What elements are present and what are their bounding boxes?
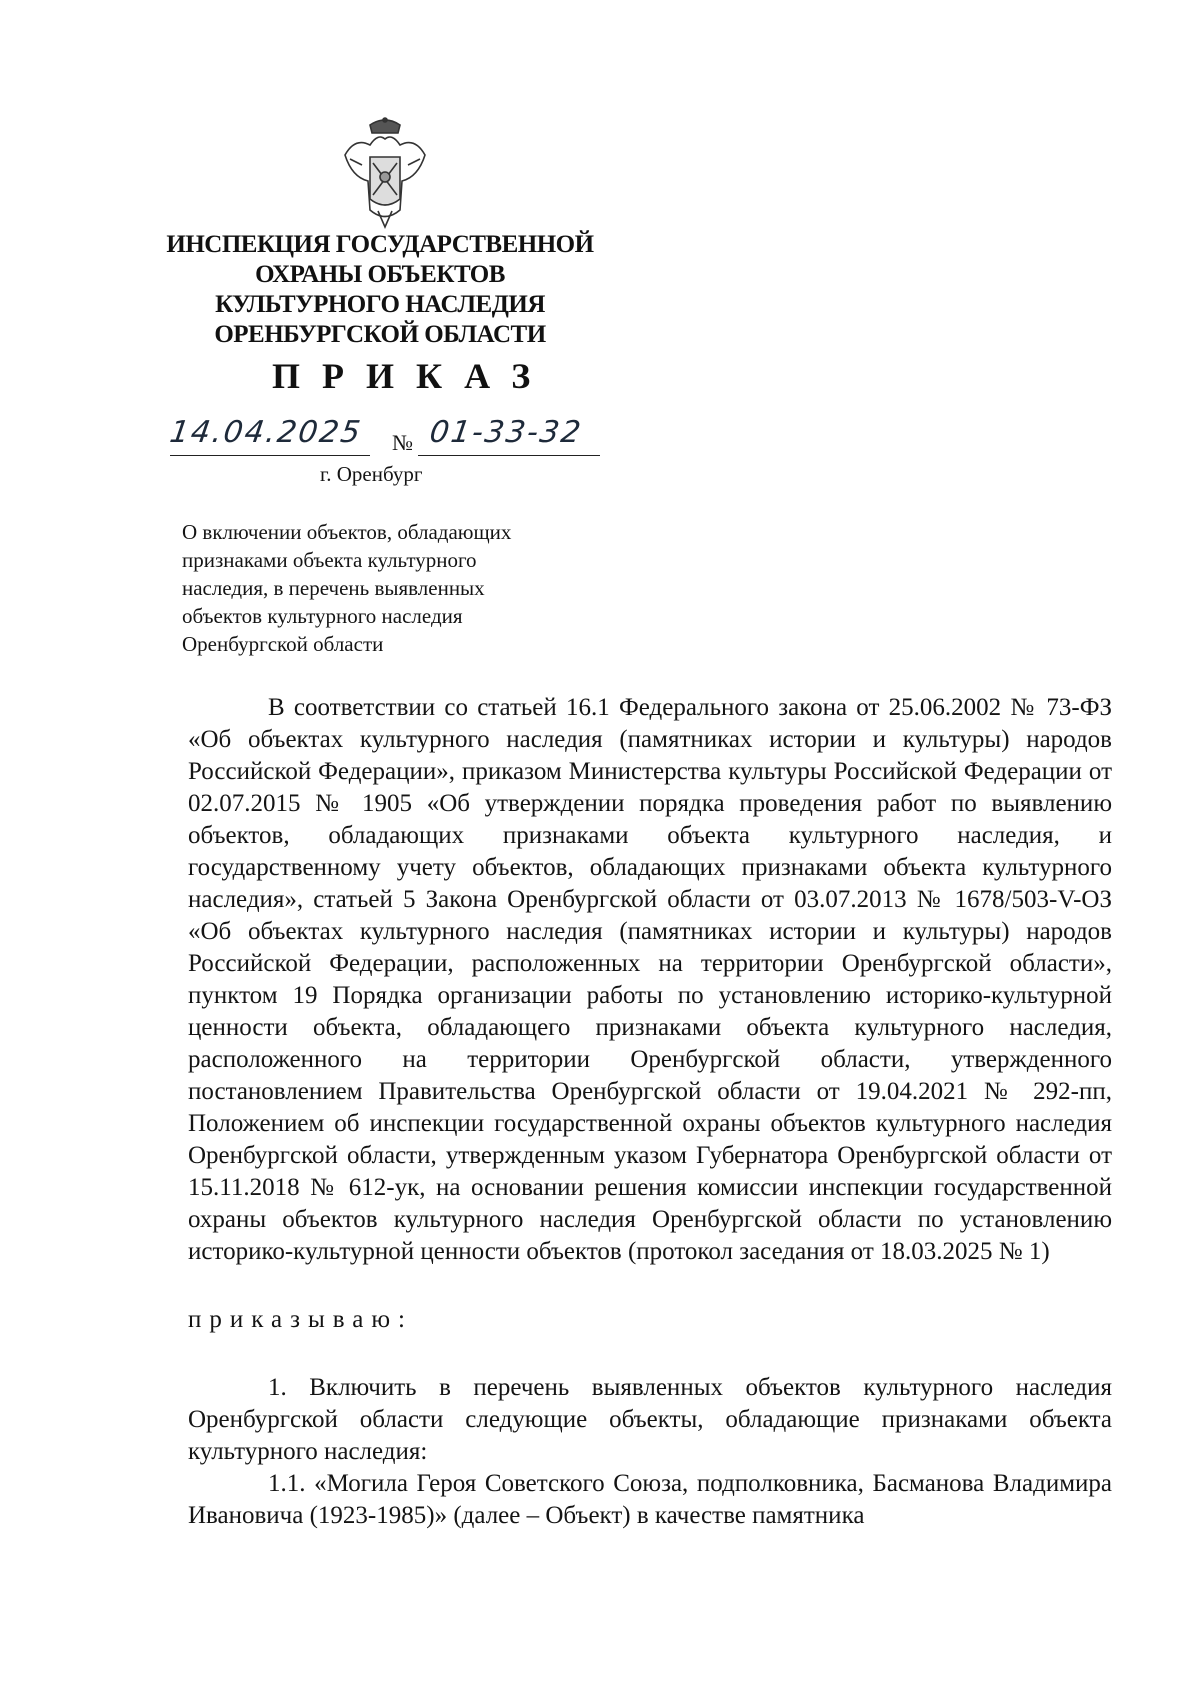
subject-line: признаками объекта культурного bbox=[182, 548, 477, 572]
spacer bbox=[188, 1268, 1112, 1304]
organization-name bbox=[150, 230, 610, 350]
org-line: КУЛЬТУРНОГО НАСЛЕДИЯ bbox=[215, 291, 545, 318]
org-line: ОХРАНЫ ОБЪЕКТОВ bbox=[255, 261, 505, 288]
number-underline bbox=[418, 455, 600, 456]
subject-line: наследия, в перечень выявленных bbox=[182, 576, 485, 600]
date-underline bbox=[170, 455, 370, 456]
handwritten-date: 14.04.2025 bbox=[167, 415, 365, 450]
org-line: ИНСПЕКЦИЯ ГОСУДАРСТВЕННОЙ bbox=[166, 231, 594, 258]
item-1-paragraph: 1. Включить в перечень выявленных объектов культурного наследия Оренбургской области следующие объекты, обладающие признаками объекта культурного наследия: bbox=[188, 1374, 1112, 1465]
org-line: ОРЕНБУРГСКОЙ ОБЛАСТИ bbox=[214, 321, 546, 348]
coat-of-arms-emblem bbox=[340, 115, 430, 230]
spacer bbox=[188, 1336, 1112, 1372]
subject-block bbox=[182, 518, 602, 658]
handwritten-number: 01-33-32 bbox=[427, 415, 585, 450]
document-body bbox=[188, 692, 1112, 1532]
date-number-row bbox=[167, 415, 600, 463]
subject-line: Оренбургской области bbox=[182, 632, 384, 656]
order-word: приказываю: bbox=[188, 1306, 413, 1333]
item-1-1-paragraph: 1.1. «Могила Героя Советского Союза, подполковника, Басманова Владимира Ивановича (1923-1985)» (далее – Объект) в качестве памятника bbox=[188, 1470, 1112, 1529]
city-label: г. Оренбург bbox=[320, 462, 423, 486]
preamble-paragraph: В соответствии со статьей 16.1 Федерального закона от 25.06.2002 № 73-ФЗ «Об объектах культурного наследия (памятниках истории и культуры) народов Российской Федерации», приказом Министерства культуры Российской Федерации от 02.07.2015 № 1905 «Об утверждении порядка проведения работ по выявлению объектов, обладающих признаками объекта культурного наследия, и государственному учету объектов, обладающих признаками объекта культурного наследия», статьей 5 Закона Оренбургской области от 03.07.2013 № 1678/503-V-ОЗ «Об объектах культурного наследия (памятниках истории и культуры) народов Российской Федерации, расположенных на территории Оренбургской области», пунктом 19 Порядка организации работы по установлению историко-культурной ценности объекта, обладающего признаками объекта культурного наследия, расположенного на территории Оренбургской области, утвержденного постановлением Правительства Оренбургской области от 19.04.2021 № 292-пп, Положением об инспекции государственной охраны объектов культурного наследия Оренбургской области, утвержденным указом Губернатора Оренбургской области от 15.11.2018 № 612-ук, на основании решения комиссии инспекции государственной охраны объектов культурного наследия Оренбургской области по установлению историко-культурной ценности объектов (протокол заседания от 18.03.2025 № 1) bbox=[188, 694, 1112, 1265]
subject-line: объектов культурного наследия bbox=[182, 604, 463, 628]
subject-line: О включении объектов, обладающих bbox=[182, 520, 512, 544]
number-sign: № bbox=[392, 430, 413, 455]
document-type-title: ПРИКАЗ bbox=[272, 356, 553, 396]
